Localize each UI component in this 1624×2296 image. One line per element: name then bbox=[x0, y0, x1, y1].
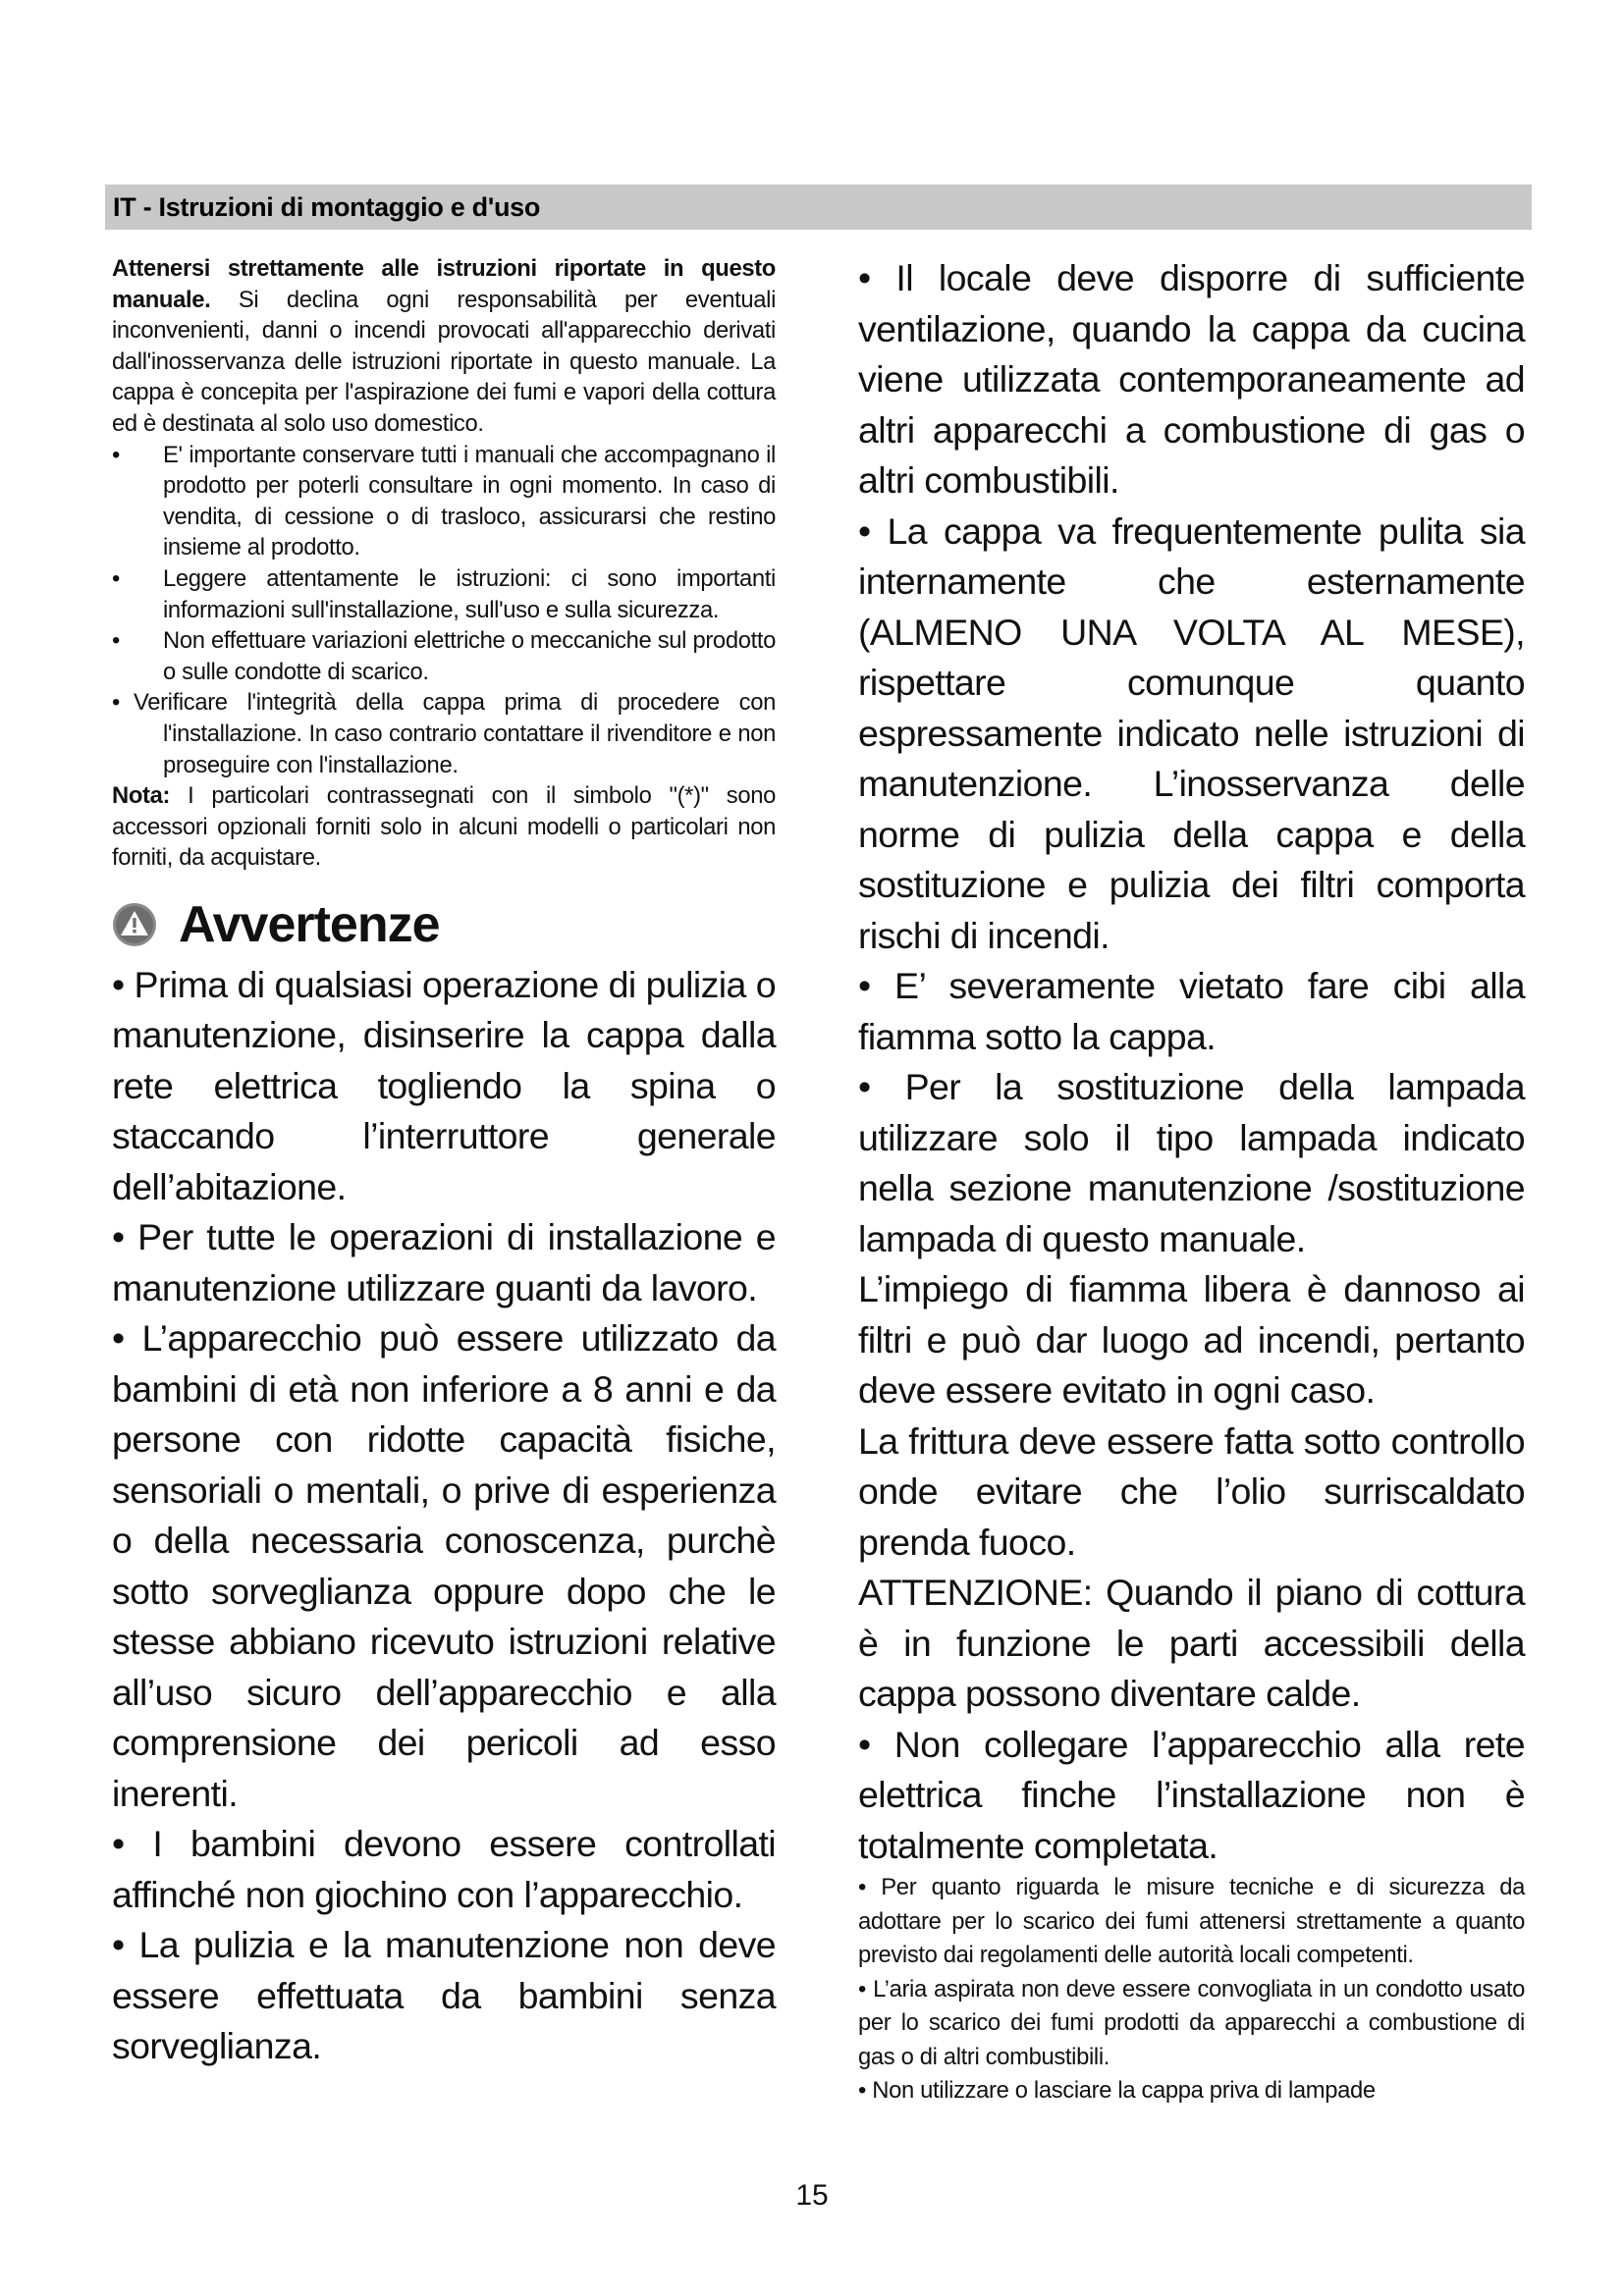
warnings-heading bbox=[112, 895, 776, 954]
note-paragraph bbox=[112, 780, 776, 874]
note-text: I particolari contrassegnati con il simbolo "(*)" sono accessori opzionali forniti solo in alcuni modelli o particolari non forniti, da acquistare. bbox=[112, 782, 776, 872]
intro-paragraph bbox=[112, 253, 776, 440]
left-column bbox=[112, 253, 776, 2072]
bullet-marker: • bbox=[112, 689, 120, 717]
intro-bullet-text: Verificare l'integrità della cappa prima di procedere con l'installazione. In caso contrario contattare il rivenditore e non proseguire con l'installazione. bbox=[134, 689, 776, 778]
intro-bullet-text: E' importante conservare tutti i manuali che accompagnano il prodotto per poterli consultare in ogni momento. In caso di vendita, di cessione o di trasloco, assicurarsi che restino insieme al prodotto. bbox=[163, 441, 776, 561]
page-number: 15 bbox=[795, 2179, 829, 2212]
warning-paragraph: • Non collegare l’apparecchio alla rete elettrica finche l’installazione non è totalmente completata. bbox=[858, 1723, 1525, 1866]
warning-paragraph: • Per tutte le operazioni di installazione e manutenzione utilizzare guanti da lavoro. bbox=[112, 1216, 776, 1308]
section-header-bar bbox=[105, 185, 1532, 230]
warning-paragraph: • I bambini devono essere controllati affinché non giochino con l’apparecchio. bbox=[112, 1823, 776, 1915]
intro-bullet bbox=[112, 625, 776, 687]
warning-paragraph: • Per la sostituzione della lampada utilizzare solo il tipo lampada indicato nella sezione manutenzione /sostituzione lampada di questo manuale. bbox=[858, 1066, 1525, 1259]
intro-bullet bbox=[112, 440, 776, 563]
intro-lead-text: Si declina ogni responsabilità per eventuali inconvenienti, danni o incendi provocati all'apparecchio derivati dall'inosservanza delle istruzioni riportate in questo manuale. La cappa è concepita per l'aspirazione dei fumi e vapori della cottura ed è destinata al solo uso domestico. bbox=[112, 286, 776, 437]
bullet-marker: • bbox=[112, 564, 120, 592]
note-label: Nota: bbox=[112, 782, 171, 810]
intro-bullet-text: Non effettuare variazioni elettriche o meccaniche sul prodotto o sulle condotte di scarico. bbox=[163, 627, 776, 685]
intro-lead-bold: Attenersi strettamente alle istruzioni riportate in questo manuale. bbox=[112, 255, 776, 313]
warning-paragraph: • La pulizia e la manutenzione non deve essere effettuata da bambini senza sorveglianza. bbox=[112, 1924, 776, 2067]
warning-triangle-icon bbox=[112, 902, 157, 947]
warning-paragraph: • Il locale deve disporre di sufficiente ventilazione, quando la cappa da cucina viene utilizzata contemporaneamente ad altri apparecchi a combustione di gas o altri combustibili. bbox=[858, 257, 1525, 501]
section-header-title: IT - Istruzioni di montaggio e d'uso bbox=[113, 191, 541, 222]
bullet-marker: • bbox=[112, 441, 120, 468]
warning-paragraph: L’impiego di fiamma libera è dannoso ai filtri e può dar luogo ad incendi, pertanto deve essere evitato in ogni caso. bbox=[858, 1268, 1525, 1411]
warning-paragraph: • La cappa va frequentemente pulita sia internamente che esternamente (ALMENO UNA VOLTA AL MESE), rispettare comunque quanto espressamente indicato nelle istruzioni di manutenzione. L’inosservanza delle norme di pulizia della cappa e della sostituzione e pulizia dei filtri comporta rischi di incendi. bbox=[858, 509, 1525, 956]
intro-bullet-text: Leggere attentamente le istruzioni: ci sono importanti informazioni sull'installazione, sull'uso e sulla sicurezza. bbox=[163, 564, 776, 623]
warning-small-paragraph: • L’aria aspirata non deve essere convogliata in un condotto usato per lo scarico dei fumi prodotti da apparecchi a combustione di gas o di altri combustibili. bbox=[858, 1975, 1525, 2070]
warning-paragraph: • L’apparecchio può essere utilizzato da bambini di età non inferiore a 8 anni e da persone con ridotte capacità fisiche, sensoriali o mentali, o prive di esperienza o della necessaria conoscenza, purchè sotto sorveglianza oppure dopo che le stesse abbiano ricevuto istruzioni relative all’uso sicuro dell’apparecchio e alla comprensione dei pericoli ad esso inerenti. bbox=[112, 1317, 776, 1814]
warning-paragraph: La frittura deve essere fatta sotto controllo onde evitare che l’olio surriscaldato prenda fuoco. bbox=[858, 1419, 1525, 1563]
intro-bullet bbox=[112, 563, 776, 625]
warning-small-paragraph: • Per quanto riguarda le misure tecniche e di sicurezza da adottare per lo scarico dei fumi attenersi strettamente a quanto previsto dai regolamenti delle autorità locali competenti. bbox=[858, 1874, 1525, 1968]
warnings-title: Avvertenze bbox=[179, 895, 440, 953]
intro-bullet bbox=[112, 687, 776, 780]
warning-paragraph: • E’ severamente vietato fare cibi alla fiamma sotto la cappa. bbox=[858, 965, 1525, 1057]
warning-paragraph: • Prima di qualsiasi operazione di pulizia o manutenzione, disinserire la cappa dalla rete elettrica togliendo la spina o staccando l’interruttore generale dell’abitazione. bbox=[112, 963, 776, 1207]
bullet-marker: • bbox=[112, 627, 120, 655]
warning-small-paragraph: • Non utilizzare o lasciare la cappa priva di lampade bbox=[858, 2077, 1376, 2104]
warning-paragraph: ATTENZIONE: Quando il piano di cottura è in funzione le parti accessibili della cappa possono diventare calde. bbox=[858, 1572, 1525, 1714]
right-column bbox=[858, 253, 1525, 2109]
